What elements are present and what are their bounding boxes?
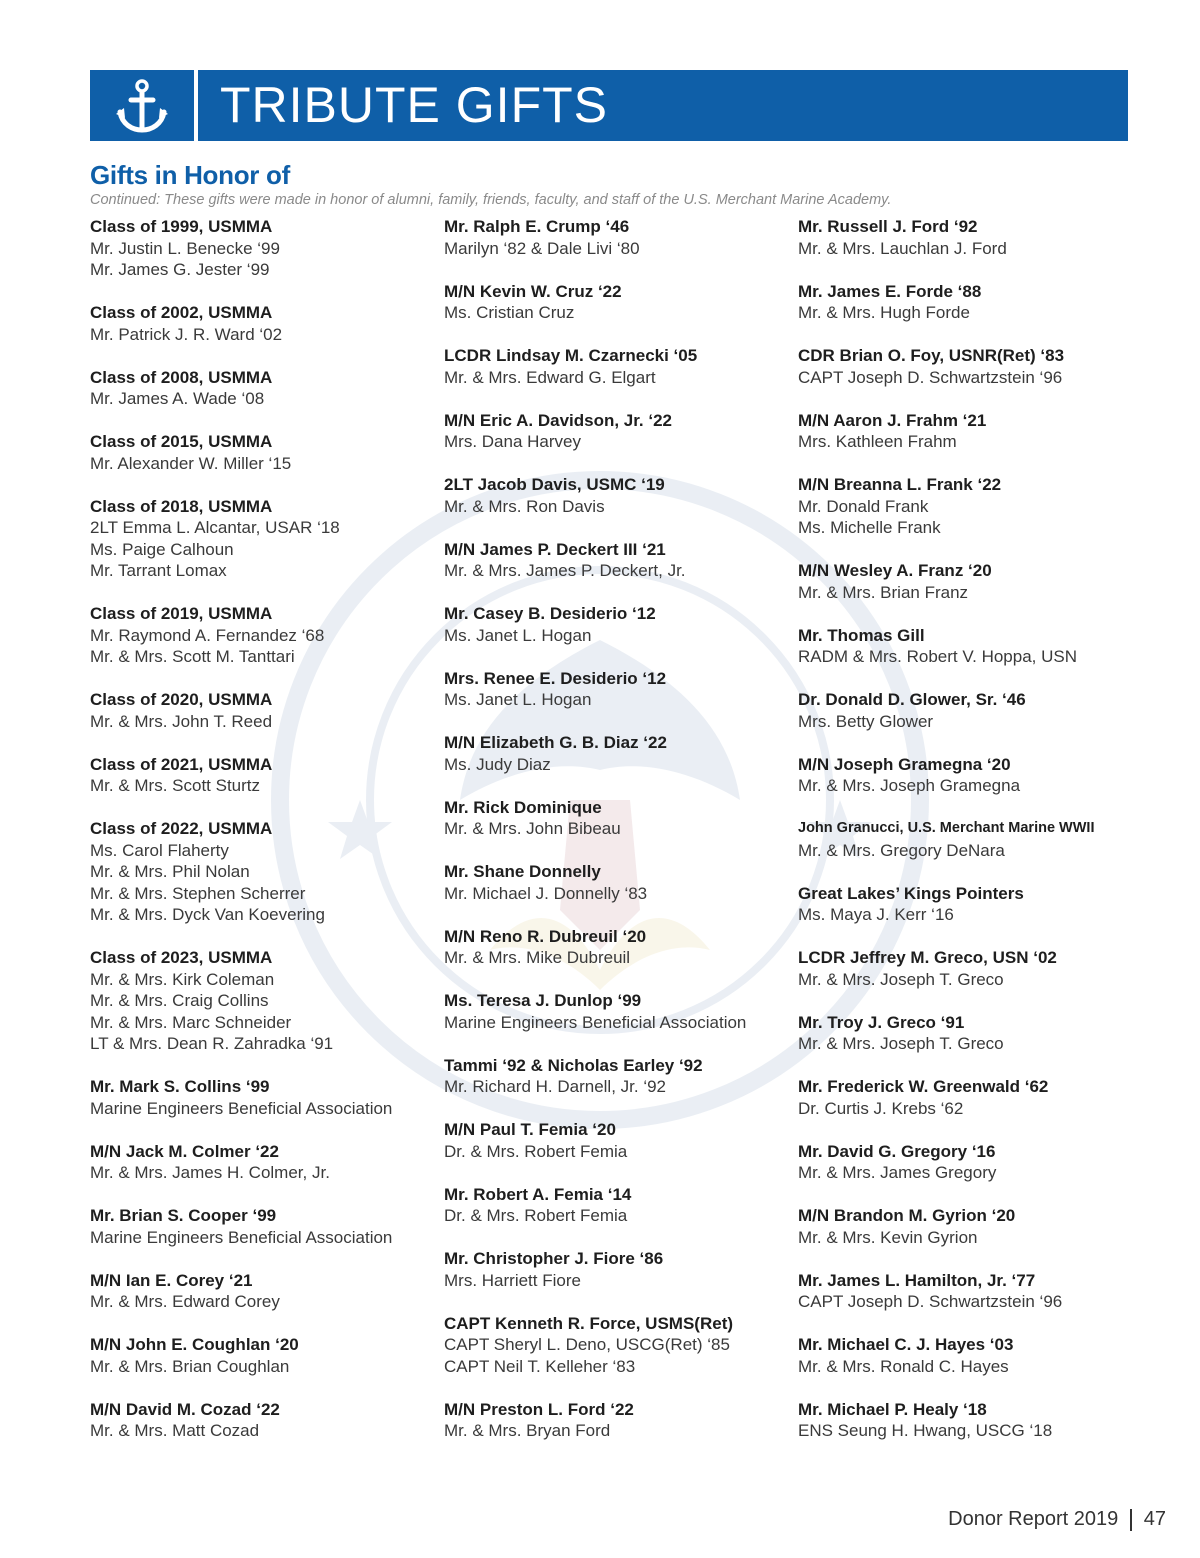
honoree-name: M/N Wesley A. Franz ‘20 <box>798 561 992 580</box>
donor-name: Mr. Michael J. Donnelly ‘83 <box>444 883 648 903</box>
column-1 <box>90 216 440 1463</box>
donor-name: Mr. & Mrs. Stephen Scherrer <box>90 883 306 903</box>
tribute-entry <box>90 367 440 410</box>
tribute-entry <box>90 496 440 582</box>
tribute-entry <box>90 302 440 345</box>
donor-name: Mr. & Mrs. Matt Cozad <box>90 1421 260 1440</box>
donor-name: Ms. Janet L. Hogan <box>444 625 592 645</box>
tribute-entry <box>798 560 1148 603</box>
honoree-name: Mr. Mark S. Collins ‘99 <box>90 1077 270 1096</box>
tribute-entry <box>90 216 440 281</box>
tribute-entry <box>798 1012 1148 1055</box>
honoree-name: Mr. Troy J. Greco ‘91 <box>798 1012 965 1032</box>
honoree-name: John Granucci, U.S. Merchant Marine WWII <box>798 820 1095 836</box>
report-name: Donor Report 2019 <box>948 1508 1119 1530</box>
donor-name: Mr. Justin L. Benecke ‘99 <box>90 238 280 258</box>
honoree-name: Ms. Teresa J. Dunlop ‘99 <box>444 991 642 1010</box>
tribute-entry <box>444 281 794 324</box>
honoree-name: M/N Reno R. Dubreuil ‘20 <box>444 926 647 946</box>
tribute-entry <box>798 1205 1148 1248</box>
donor-name: Mr. & Mrs. James H. Colmer, Jr. <box>90 1163 330 1182</box>
honoree-name: Class of 2019, USMMA <box>90 604 273 623</box>
tribute-entry <box>90 1334 440 1377</box>
tribute-entry <box>798 1141 1148 1184</box>
honoree-name: Mr. James L. Hamilton, Jr. ‘77 <box>798 1270 1036 1290</box>
honoree-name: M/N Eric A. Davidson, Jr. ‘22 <box>444 410 673 430</box>
tribute-entry <box>90 1205 440 1248</box>
donor-name: Mr. James G. Jester ‘99 <box>90 260 270 279</box>
honoree-name: CAPT Kenneth R. Force, USMS(Ret) <box>444 1313 734 1333</box>
donor-name: Mrs. Betty Glower <box>798 711 934 731</box>
anchor-icon <box>90 70 194 141</box>
section-heading: Gifts in Honor of <box>90 160 290 190</box>
donor-name: Mrs. Harriett Fiore <box>444 1270 581 1290</box>
honoree-name: Mr. Rick Dominique <box>444 797 602 817</box>
donor-name: Mr. & Mrs. Edward Corey <box>90 1292 280 1311</box>
donor-name: CAPT Joseph D. Schwartzstein ‘96 <box>798 367 1063 387</box>
tribute-entry <box>444 732 794 775</box>
donor-name: Mr. & Mrs. John Bibeau <box>444 819 621 838</box>
tribute-entry <box>798 883 1148 926</box>
honoree-name: Mrs. Renee E. Desiderio ‘12 <box>444 668 667 688</box>
honoree-name: Mr. James E. Forde ‘88 <box>798 281 982 301</box>
donor-name: Ms. Carol Flaherty <box>90 840 229 860</box>
banner-divider <box>194 70 198 141</box>
column-2 <box>444 216 794 1463</box>
tribute-entry <box>798 754 1148 797</box>
tribute-entry <box>90 754 440 797</box>
honoree-name: Mr. Ralph E. Crump ‘46 <box>444 217 630 236</box>
honoree-name: Mr. Frederick W. Greenwald ‘62 <box>798 1077 1049 1096</box>
donor-name: Mr. & Mrs. James P. Deckert, Jr. <box>444 561 686 580</box>
honoree-name: M/N Joseph Gramegna ‘20 <box>798 754 1011 774</box>
honoree-name: Tammi ‘92 & Nicholas Earley ‘92 <box>444 1055 703 1075</box>
donor-name: Marilyn ‘82 & Dale Livi ‘80 <box>444 238 640 258</box>
tribute-entry <box>90 431 440 474</box>
honoree-name: M/N Brandon M. Gyrion ‘20 <box>798 1206 1016 1225</box>
donor-name: Mr. Patrick J. R. Ward ‘02 <box>90 324 283 344</box>
tribute-entry <box>444 1313 794 1378</box>
donor-name: LT & Mrs. Dean R. Zahradka ‘91 <box>90 1034 334 1053</box>
honoree-name: Class of 2023, USMMA <box>90 948 273 967</box>
donor-name: Mr. & Mrs. Joseph T. Greco <box>798 1034 1004 1053</box>
donor-name: Mr. & Mrs. Lauchlan J. Ford <box>798 238 1007 258</box>
tribute-entry <box>798 1399 1148 1442</box>
honoree-name: M/N Breanna L. Frank ‘22 <box>798 475 1002 494</box>
tribute-entry <box>444 797 794 840</box>
honoree-name: CDR Brian O. Foy, USNR(Ret) ‘83 <box>798 346 1065 365</box>
tribute-entry <box>798 818 1148 861</box>
tribute-entry <box>444 926 794 969</box>
donor-name: Mr. Raymond A. Fernandez ‘68 <box>90 625 325 645</box>
donor-name: Dr. Curtis J. Krebs ‘62 <box>798 1098 964 1118</box>
donor-name: Mr. & Mrs. Craig Collins <box>90 991 269 1010</box>
donor-name: Mr. & Mrs. Phil Nolan <box>90 862 250 881</box>
page-number: 47 <box>1143 1508 1166 1530</box>
donor-name: Mr. & Mrs. Kirk Coleman <box>90 969 275 989</box>
tribute-entry <box>798 345 1148 388</box>
donor-name: Mr. & Mrs. Dyck Van Koevering <box>90 905 325 924</box>
donor-name: Mr. & Mrs. John T. Reed <box>90 711 273 731</box>
honoree-name: Great Lakes’ Kings Pointers <box>798 883 1024 903</box>
tribute-entry <box>90 689 440 732</box>
tribute-entry <box>90 1076 440 1119</box>
honoree-name: M/N James P. Deckert III ‘21 <box>444 539 666 559</box>
tribute-entry <box>798 281 1148 324</box>
honoree-name: M/N Preston L. Ford ‘22 <box>444 1399 634 1419</box>
donor-name: Mr. & Mrs. Brian Franz <box>798 582 969 602</box>
honoree-name: Mr. Shane Donnelly <box>444 862 601 881</box>
donor-name: Marine Engineers Beneficial Association <box>90 1227 393 1247</box>
honoree-name: M/N Elizabeth G. B. Diaz ‘22 <box>444 733 667 752</box>
donor-name: Mr. & Mrs. Joseph Gramegna <box>798 776 1021 795</box>
donor-name: Mr. & Mrs. Joseph T. Greco <box>798 969 1004 989</box>
tribute-entry <box>444 861 794 904</box>
donor-name: CAPT Joseph D. Schwartzstein ‘96 <box>798 1292 1063 1311</box>
honoree-name: M/N Paul T. Femia ‘20 <box>444 1120 616 1139</box>
tribute-entry <box>798 689 1148 732</box>
page-title: TRIBUTE GIFTS <box>220 77 608 133</box>
honoree-name: Class of 2021, USMMA <box>90 754 273 774</box>
honoree-name: Class of 2018, USMMA <box>90 496 273 516</box>
honoree-name: Mr. Michael C. J. Hayes ‘03 <box>798 1335 1014 1354</box>
donor-name: Mr. & Mrs. Gregory DeNara <box>798 840 1005 860</box>
donor-name: Mr. & Mrs. Edward G. Elgart <box>444 367 656 387</box>
donor-name: Ms. Judy Diaz <box>444 754 551 774</box>
donor-name: Mr. & Mrs. Brian Coughlan <box>90 1356 290 1376</box>
tribute-entry <box>444 603 794 646</box>
footer-divider <box>1130 1509 1132 1531</box>
honoree-name: M/N John E. Coughlan ‘20 <box>90 1335 299 1354</box>
donor-name: Mr. & Mrs. Bryan Ford <box>444 1421 611 1440</box>
tribute-entry <box>444 1399 794 1442</box>
donor-name: Ms. Maya J. Kerr ‘16 <box>798 905 954 924</box>
donor-name: Mr. & Mrs. Marc Schneider <box>90 1012 292 1032</box>
donor-name: Marine Engineers Beneficial Association <box>444 1012 747 1032</box>
donor-name: CAPT Sheryl L. Deno, USCG(Ret) ‘85 <box>444 1335 730 1354</box>
donor-name: Mr. Richard H. Darnell, Jr. ‘92 <box>444 1077 667 1096</box>
donor-name: Mr. & Mrs. Ron Davis <box>444 496 605 516</box>
honoree-name: M/N David M. Cozad ‘22 <box>90 1399 280 1419</box>
tribute-entry <box>798 410 1148 453</box>
honoree-name: M/N Aaron J. Frahm ‘21 <box>798 410 987 430</box>
honoree-name: 2LT Jacob Davis, USMC ‘19 <box>444 475 665 494</box>
honoree-name: LCDR Lindsay M. Czarnecki ‘05 <box>444 346 698 365</box>
donor-name: Mr. & Mrs. James Gregory <box>798 1163 997 1182</box>
tribute-entry <box>444 990 794 1033</box>
donor-name: RADM & Mrs. Robert V. Hoppa, USN <box>798 647 1078 666</box>
donor-name: Ms. Janet L. Hogan <box>444 690 592 709</box>
tribute-entry <box>798 947 1148 990</box>
honoree-name: Mr. Brian S. Cooper ‘99 <box>90 1206 277 1225</box>
tribute-entry <box>444 668 794 711</box>
donor-name: Mr. Donald Frank <box>798 496 929 516</box>
honoree-name: Class of 2008, USMMA <box>90 367 273 387</box>
donor-name: Dr. & Mrs. Robert Femia <box>444 1141 628 1161</box>
tribute-entry <box>798 216 1148 259</box>
donor-name: Marine Engineers Beneficial Association <box>90 1098 393 1118</box>
donor-name: Mrs. Kathleen Frahm <box>798 432 957 451</box>
donor-name: Mr. & Mrs. Hugh Forde <box>798 303 970 322</box>
tribute-entry <box>444 539 794 582</box>
donor-name: Mr. & Mrs. Scott M. Tanttari <box>90 647 295 666</box>
honoree-name: Mr. Michael P. Healy ‘18 <box>798 1399 987 1419</box>
tribute-entry <box>798 625 1148 668</box>
honoree-name: M/N Ian E. Corey ‘21 <box>90 1270 253 1290</box>
honoree-name: LCDR Jeffrey M. Greco, USN ‘02 <box>798 948 1057 967</box>
donor-name: Mrs. Dana Harvey <box>444 432 581 451</box>
honoree-name: M/N Kevin W. Cruz ‘22 <box>444 281 622 301</box>
tribute-entry <box>444 474 794 517</box>
tribute-entry <box>90 1141 440 1184</box>
honoree-name: Mr. David G. Gregory ‘16 <box>798 1141 996 1161</box>
honoree-name: Class of 2015, USMMA <box>90 432 273 451</box>
tribute-entry <box>444 345 794 388</box>
honoree-name: Class of 2002, USMMA <box>90 303 273 322</box>
honoree-name: Mr. Casey B. Desiderio ‘12 <box>444 604 656 623</box>
tribute-entry <box>798 1334 1148 1377</box>
page-footer <box>948 1508 1166 1531</box>
donor-name: Mr. & Mrs. Mike Dubreuil <box>444 948 631 967</box>
honoree-name: M/N Jack M. Colmer ‘22 <box>90 1141 279 1161</box>
donor-name: Mr. & Mrs. Kevin Gyrion <box>798 1227 978 1247</box>
donor-name: Mr. & Mrs. Scott Sturtz <box>90 776 261 795</box>
honoree-name: Mr. Christopher J. Fiore ‘86 <box>444 1249 664 1268</box>
title-banner <box>90 70 1128 141</box>
honoree-name: Mr. Russell J. Ford ‘92 <box>798 217 978 236</box>
tribute-entry <box>798 474 1148 539</box>
donor-name: Ms. Cristian Cruz <box>444 303 575 322</box>
donor-name: Mr. James A. Wade ‘08 <box>90 389 265 408</box>
donor-name: ENS Seung H. Hwang, USCG ‘18 <box>798 1421 1053 1440</box>
section-note: Continued: These gifts were made in honor of alumni, family, friends, faculty, and staff of the U.S. Merchant Marine Academy. <box>90 192 892 208</box>
honoree-name: Mr. Thomas Gill <box>798 625 925 645</box>
tribute-entry <box>444 1248 794 1291</box>
honoree-name: Dr. Donald D. Glower, Sr. ‘46 <box>798 690 1026 709</box>
tribute-entry <box>444 216 794 259</box>
donor-name: Mr. Alexander W. Miller ‘15 <box>90 453 292 473</box>
tribute-entry <box>90 1270 440 1313</box>
honoree-name: Class of 2022, USMMA <box>90 819 273 838</box>
honoree-name: Class of 2020, USMMA <box>90 690 273 709</box>
donor-name: Mr. Tarrant Lomax <box>90 561 227 580</box>
tribute-entry <box>90 603 440 668</box>
donor-name: CAPT Neil T. Kelleher ‘83 <box>444 1356 636 1376</box>
donor-name: Ms. Paige Calhoun <box>90 539 234 559</box>
honoree-name: Mr. Robert A. Femia ‘14 <box>444 1184 632 1204</box>
tribute-entry <box>90 1399 440 1442</box>
tribute-entry <box>90 947 440 1055</box>
donor-name: Mr. & Mrs. Ronald C. Hayes <box>798 1356 1009 1376</box>
tribute-entry <box>90 818 440 926</box>
tribute-entry <box>444 410 794 453</box>
tribute-entry <box>444 1184 794 1227</box>
donor-name: 2LT Emma L. Alcantar, USAR ‘18 <box>90 518 340 537</box>
tribute-entry <box>798 1076 1148 1119</box>
donor-name: Ms. Michelle Frank <box>798 518 941 537</box>
tribute-entry <box>798 1270 1148 1313</box>
tribute-entry <box>444 1055 794 1098</box>
tribute-entry <box>444 1119 794 1162</box>
honoree-name: Class of 1999, USMMA <box>90 217 273 236</box>
donor-name: Dr. & Mrs. Robert Femia <box>444 1206 628 1225</box>
column-3 <box>798 216 1148 1463</box>
